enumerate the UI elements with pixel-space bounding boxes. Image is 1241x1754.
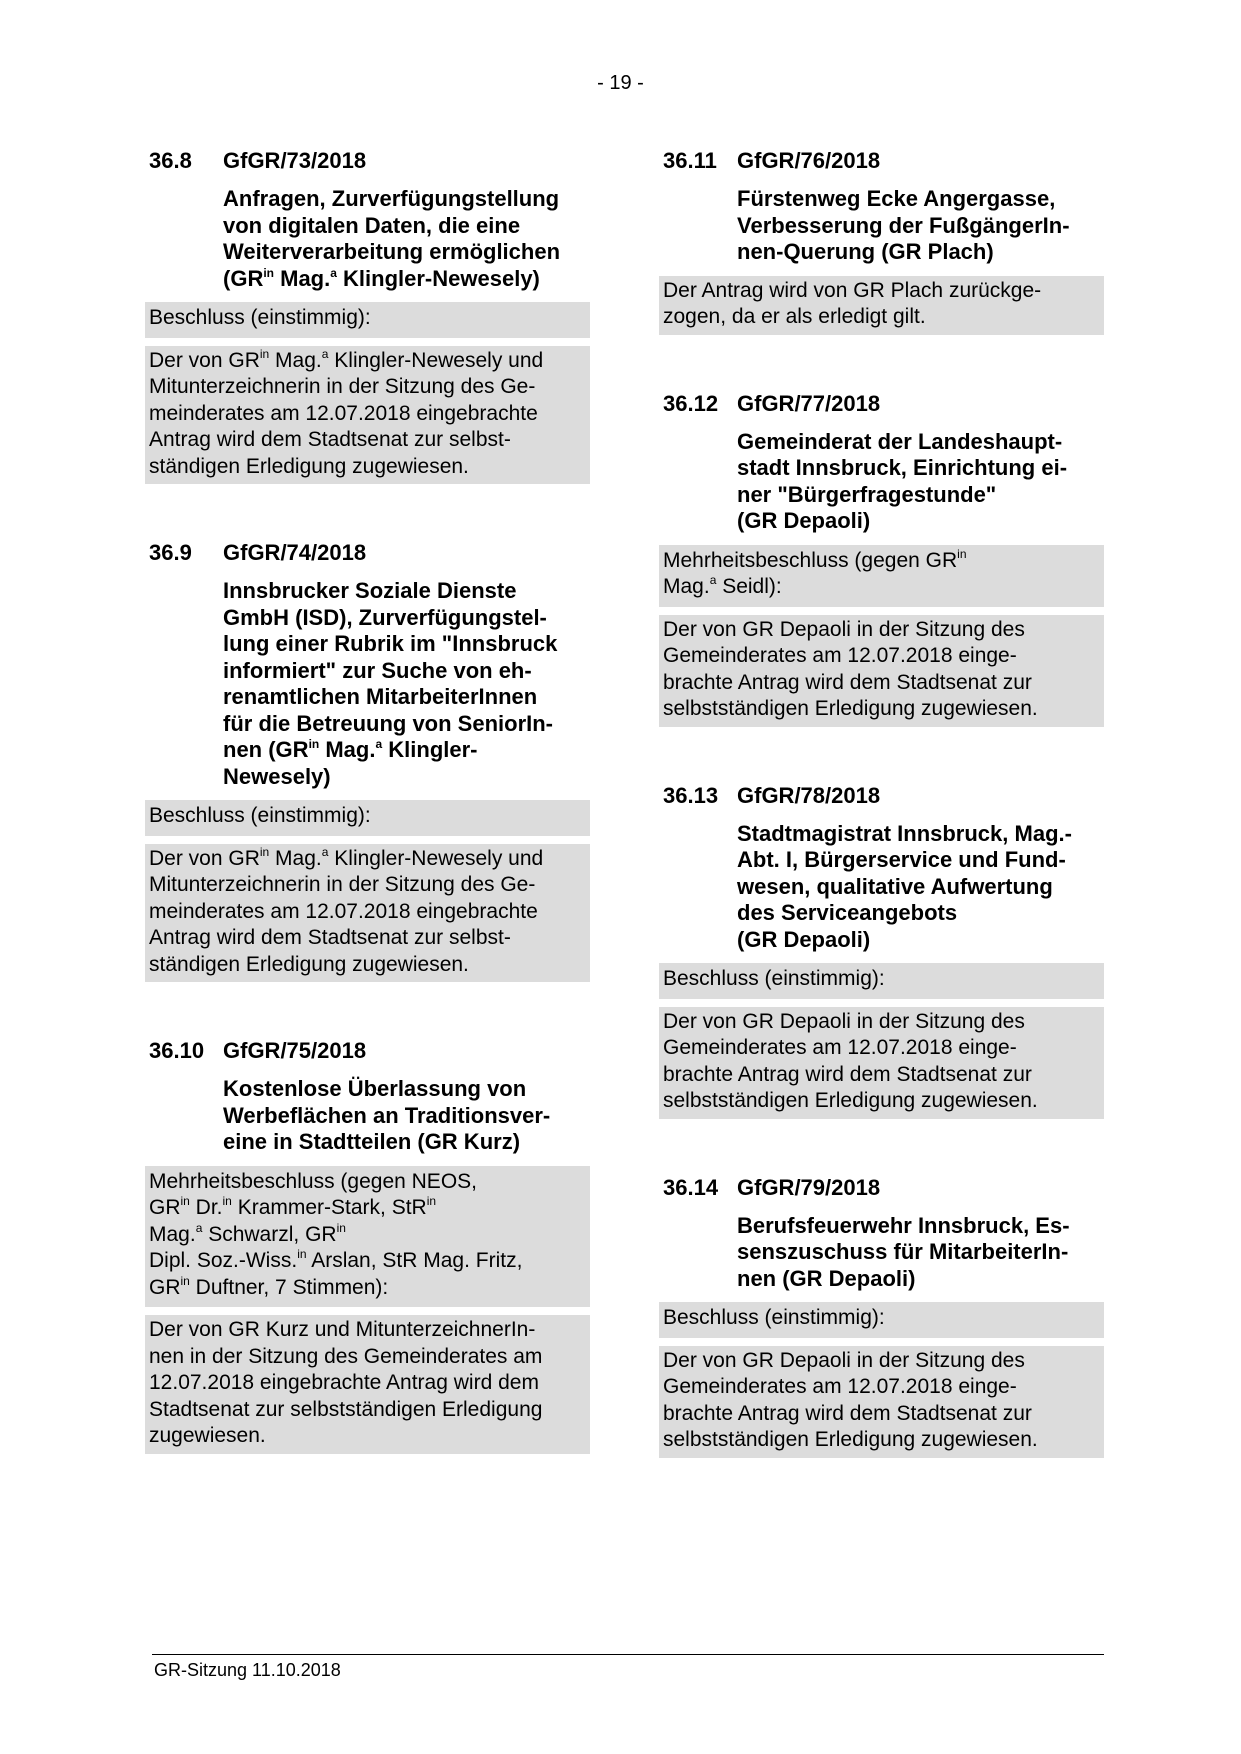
- item-title: Stadtmagistrat Innsbruck, Mag.- Abt. I, Bürgerservice und Fund- wesen, qualitative Aufwertung des Serviceangebots (GR Depaoli): [737, 820, 1072, 952]
- item-header: [663, 783, 1104, 809]
- item-title: Kostenlose Überlassung von Werbeflächen an Traditionsver- eine in Stadtteilen (GR Kurz): [223, 1076, 551, 1154]
- item-number: 36.8: [149, 148, 192, 173]
- item-header: [663, 391, 1104, 417]
- item-code: GfGR/79/2018: [737, 1174, 881, 1200]
- resolution-text: Der Antrag wird von GR Plach zurückge- zogen, da er als erledigt gilt.: [659, 276, 1104, 335]
- page-number: - 19 -: [597, 72, 644, 94]
- item-number: 36.14: [663, 1174, 719, 1200]
- resolution-text: Der von GR Depaoli in der Sitzung des Gemeinderates am 12.07.2018 einge- brachte Antrag wird dem Stadtsenat zur selbstständigen Erledigung zugewiesen.: [659, 1346, 1104, 1458]
- resolution-text: Der von $GR^{in}$ Mag.$^a$ Klingler-Newesely und Mitunterzeichnerin in der Sitzung des Ge- meinderates am 12.07.2018 eingebrachte Antrag wird dem Stadtsenat zur selbst- ständigen Erledigung zugewiesen.: [145, 844, 590, 983]
- item-number: 36.13: [663, 782, 719, 808]
- agenda-item: [145, 1038, 590, 1454]
- resolution-text: Der von $GR^{in}$ Mag.$^a$ Klingler-Newesely und Mitunterzeichnerin in der Sitzung des Ge- meinderates am 12.07.2018 eingebrachte Antrag wird dem Stadtsenat zur selbst- ständigen Erledigung zugewiesen.: [145, 346, 590, 485]
- left-column: [145, 148, 590, 1510]
- footer-divider: [152, 1654, 1104, 1655]
- item-title: Anfragen, Zurverfügungstellung von digitalen Daten, die eine Weiterverarbeitung ermöglichen ($GR^{in}$ Mag.$^a$ Klingler-Newesely): [223, 186, 561, 291]
- item-number: 36.9: [149, 540, 192, 565]
- item-code: GfGR/78/2018: [737, 782, 881, 808]
- item-code: GfGR/73/2018: [223, 148, 367, 173]
- resolution-label: Beschluss (einstimmig):: [145, 800, 590, 836]
- resolution-text: Der von GR Depaoli in der Sitzung des Gemeinderates am 12.07.2018 einge- brachte Antrag wird dem Stadtsenat zur selbstständigen Erledigung zugewiesen.: [659, 1007, 1104, 1119]
- resolution-label: Beschluss (einstimmig):: [145, 302, 590, 338]
- item-number: 36.10: [149, 1038, 205, 1063]
- item-header: [149, 148, 590, 174]
- item-number: 36.12: [663, 390, 719, 416]
- item-title: Innsbrucker Soziale Dienste GmbH (ISD), Zurverfügungstel- lung einer Rubrik im "Innsbruck informiert" zur Suche von eh- renamtlichen MitarbeiterInnen für die Betreuung von SeniorIn- nen ($GR^{in}$ Mag.$^a$ Klingler- Newesely): [223, 578, 558, 789]
- item-title: Fürstenweg Ecke Angergasse, Verbesserung der FußgängerIn- nen-Querung (GR Plach): [737, 186, 1070, 264]
- agenda-item: [659, 391, 1104, 727]
- resolution-label: Mehrheitsbeschluss (gegen NEOS, $GR^{in}$ Dr.$^{in}$ Krammer-Stark, StR$^{in}$ Mag.$^a$ Schwarzl, $GR^{in}$ Dipl. Soz.-Wiss.$^{in}$ Arslan, StR Mag. Fritz, $GR^{in}$ Duftner, 7 Stimmen):: [145, 1166, 590, 1308]
- right-column: [659, 148, 1104, 1514]
- resolution-text: Der von GR Kurz und MitunterzeichnerIn- nen in der Sitzung des Gemeinderates am 12.07.2018 eingebrachte Antrag wird dem Stadtsenat zur selbstständigen Erledigung zugewiesen.: [145, 1315, 590, 1454]
- item-code: GfGR/75/2018: [223, 1038, 367, 1063]
- resolution-label: Mehrheitsbeschluss (gegen $GR^{in}$ Mag.$^a$ Seidl):: [659, 545, 1104, 607]
- agenda-item: [145, 540, 590, 982]
- agenda-item: [145, 148, 590, 484]
- item-header: [663, 1175, 1104, 1201]
- agenda-item: [659, 783, 1104, 1119]
- footer-text: GR-Sitzung 11.10.2018: [154, 1660, 341, 1680]
- resolution-label: Beschluss (einstimmig):: [659, 1302, 1104, 1338]
- resolution-text: Der von GR Depaoli in der Sitzung des Gemeinderates am 12.07.2018 einge- brachte Antrag wird dem Stadtsenat zur selbstständigen Erledigung zugewiesen.: [659, 615, 1104, 727]
- item-header: [149, 1038, 590, 1064]
- item-code: GfGR/76/2018: [737, 148, 881, 173]
- resolution-label: Beschluss (einstimmig):: [659, 963, 1104, 999]
- agenda-item: [659, 148, 1104, 335]
- item-title: Berufsfeuerwehr Innsbruck, Es- senszuschuss für MitarbeiterIn- nen (GR Depaoli): [737, 1212, 1070, 1291]
- item-title: Gemeinderat der Landeshaupt- stadt Innsbruck, Einrichtung ei- ner "Bürgerfragestunde" (GR Depaoli): [737, 428, 1068, 533]
- item-code: GfGR/74/2018: [223, 540, 367, 565]
- agenda-item: [659, 1175, 1104, 1458]
- item-header: [663, 148, 1104, 174]
- item-header: [149, 540, 590, 566]
- item-code: GfGR/77/2018: [737, 390, 881, 416]
- item-number: 36.11: [663, 148, 717, 173]
